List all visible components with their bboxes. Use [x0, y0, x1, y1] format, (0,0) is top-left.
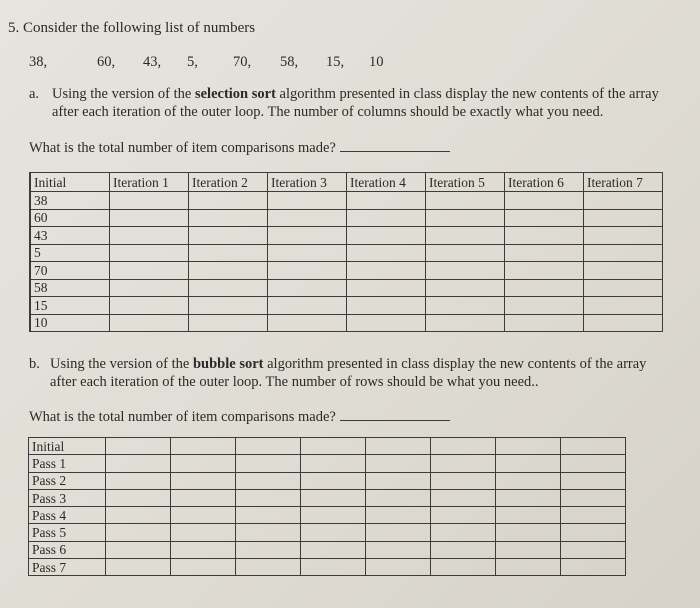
- answer-cell[interactable]: [171, 524, 236, 541]
- answer-cell[interactable]: [347, 227, 426, 245]
- answer-cell[interactable]: [431, 524, 496, 541]
- answer-cell[interactable]: [171, 489, 236, 506]
- answer-cell[interactable]: [431, 541, 496, 558]
- answer-cell[interactable]: [366, 559, 431, 576]
- answer-cell[interactable]: [505, 227, 584, 245]
- answer-cell[interactable]: [426, 297, 505, 315]
- table-row: [30, 244, 663, 262]
- row-label-cell: Pass 4: [29, 507, 106, 524]
- answer-cell[interactable]: [301, 524, 366, 541]
- answer-cell[interactable]: [366, 489, 431, 506]
- row-label-cell: Pass 5: [29, 524, 106, 541]
- initial-value-cell: 38: [30, 192, 110, 210]
- answer-cell[interactable]: [189, 227, 268, 245]
- table-row: [30, 279, 663, 297]
- table-row: [30, 209, 663, 227]
- part-b-instruction-line2: after each iteration of the outer loop. The number of rows should be what you need..: [50, 374, 539, 390]
- answer-cell[interactable]: [496, 559, 561, 576]
- answer-cell[interactable]: [189, 192, 268, 210]
- answer-cell[interactable]: [189, 209, 268, 227]
- answer-cell[interactable]: [431, 489, 496, 506]
- part-a-instruction-line1: Using the version of the selection sort algorithm presented in class display the new contents of the array: [52, 86, 659, 102]
- answer-cell[interactable]: [366, 455, 431, 472]
- number-item: 43,: [143, 54, 162, 70]
- answer-cell[interactable]: [426, 314, 505, 332]
- bubble-sort-table: [28, 437, 626, 576]
- answer-cell[interactable]: [106, 524, 171, 541]
- answer-cell[interactable]: [189, 279, 268, 297]
- answer-cell[interactable]: [301, 438, 366, 455]
- answer-cell[interactable]: [366, 438, 431, 455]
- answer-cell[interactable]: [301, 455, 366, 472]
- answer-cell[interactable]: [268, 209, 347, 227]
- answer-cell[interactable]: [561, 507, 626, 524]
- answer-cell[interactable]: [268, 227, 347, 245]
- answer-cell[interactable]: [268, 279, 347, 297]
- answer-cell[interactable]: [584, 209, 663, 227]
- answer-cell[interactable]: [106, 489, 171, 506]
- number-item: 58,: [280, 54, 299, 70]
- answer-cell[interactable]: [301, 559, 366, 576]
- answer-cell[interactable]: [110, 192, 189, 210]
- answer-cell[interactable]: [236, 541, 301, 558]
- number-item: 10: [369, 54, 384, 70]
- answer-cell[interactable]: [426, 262, 505, 280]
- answer-cell[interactable]: [106, 438, 171, 455]
- answer-cell[interactable]: [106, 507, 171, 524]
- table-row: [29, 507, 626, 524]
- answer-cell[interactable]: [110, 209, 189, 227]
- answer-cell[interactable]: [301, 472, 366, 489]
- answer-cell[interactable]: [301, 489, 366, 506]
- answer-cell[interactable]: [561, 438, 626, 455]
- answer-cell[interactable]: [584, 227, 663, 245]
- answer-cell[interactable]: [171, 541, 236, 558]
- part-a-instruction-line2: after each iteration of the outer loop. The number of columns should be exactly what you need.: [52, 104, 604, 120]
- answer-cell[interactable]: [347, 262, 426, 280]
- answer-cell[interactable]: [171, 455, 236, 472]
- row-label-cell: Pass 6: [29, 541, 106, 558]
- answer-cell[interactable]: [106, 559, 171, 576]
- answer-cell[interactable]: [110, 244, 189, 262]
- table-row: [29, 472, 626, 489]
- part-b-algorithm-name: bubble sort: [192, 356, 264, 372]
- answer-cell[interactable]: [584, 262, 663, 280]
- number-item: 38,: [29, 54, 48, 70]
- answer-cell[interactable]: [236, 489, 301, 506]
- answer-cell[interactable]: [505, 262, 584, 280]
- answer-cell[interactable]: [366, 472, 431, 489]
- answer-cell[interactable]: [236, 559, 301, 576]
- answer-cell[interactable]: [110, 227, 189, 245]
- header-cell: Iteration 1: [110, 173, 189, 192]
- answer-cell[interactable]: [496, 524, 561, 541]
- initial-value-cell: 70: [30, 262, 110, 280]
- answer-cell[interactable]: [171, 559, 236, 576]
- answer-cell[interactable]: [561, 541, 626, 558]
- part-b-comparisons-question: What is the total number of item comparisons made?: [29, 408, 450, 426]
- row-label-cell: Pass 2: [29, 472, 106, 489]
- answer-cell[interactable]: [301, 541, 366, 558]
- answer-cell[interactable]: [171, 438, 236, 455]
- answer-cell[interactable]: [236, 507, 301, 524]
- answer-cell[interactable]: [505, 297, 584, 315]
- answer-cell[interactable]: [431, 472, 496, 489]
- answer-cell[interactable]: [236, 455, 301, 472]
- answer-cell[interactable]: [496, 489, 561, 506]
- header-cell: Iteration 5: [426, 173, 505, 192]
- answer-cell[interactable]: [561, 524, 626, 541]
- answer-cell[interactable]: [236, 472, 301, 489]
- answer-cell[interactable]: [505, 192, 584, 210]
- answer-cell[interactable]: [347, 192, 426, 210]
- number-item: 5,: [187, 54, 198, 70]
- table-row: [30, 314, 663, 332]
- answer-cell[interactable]: [366, 524, 431, 541]
- answer-cell[interactable]: [584, 314, 663, 332]
- table-row: [29, 559, 626, 576]
- answer-cell[interactable]: [561, 455, 626, 472]
- part-b-instruction-line1: Using the version of the bubble sort algorithm presented in class display the new contents of the array: [50, 356, 647, 372]
- header-cell: Iteration 6: [505, 173, 584, 192]
- answer-cell[interactable]: [496, 472, 561, 489]
- part-b-answer-blank[interactable]: [340, 408, 450, 421]
- row-label-cell: Pass 7: [29, 559, 106, 576]
- answer-cell[interactable]: [505, 279, 584, 297]
- table-row: [29, 541, 626, 558]
- row-label-cell: Initial: [29, 438, 106, 455]
- table-row: [29, 455, 626, 472]
- answer-cell[interactable]: [426, 192, 505, 210]
- answer-cell[interactable]: [347, 209, 426, 227]
- part-a-comparisons-question: What is the total number of item comparisons made?: [29, 139, 450, 157]
- answer-cell[interactable]: [110, 297, 189, 315]
- answer-cell[interactable]: [584, 297, 663, 315]
- answer-cell[interactable]: [106, 541, 171, 558]
- answer-cell[interactable]: [236, 438, 301, 455]
- table-row: [29, 489, 626, 506]
- answer-cell[interactable]: [431, 507, 496, 524]
- answer-cell[interactable]: [561, 559, 626, 576]
- answer-cell[interactable]: [496, 455, 561, 472]
- answer-cell[interactable]: [496, 507, 561, 524]
- answer-cell[interactable]: [496, 438, 561, 455]
- part-a-algorithm-name: selection sort: [194, 86, 276, 102]
- answer-cell[interactable]: [347, 244, 426, 262]
- answer-cell[interactable]: [268, 262, 347, 280]
- table-row: [29, 438, 626, 455]
- number-item: 15,: [326, 54, 345, 70]
- part-a-label: a.: [29, 86, 40, 102]
- answer-cell[interactable]: [110, 279, 189, 297]
- answer-cell[interactable]: [106, 472, 171, 489]
- answer-cell[interactable]: [431, 455, 496, 472]
- answer-cell[interactable]: [106, 455, 171, 472]
- initial-value-cell: 5: [30, 244, 110, 262]
- answer-cell[interactable]: [426, 244, 505, 262]
- table-row: [29, 524, 626, 541]
- answer-cell[interactable]: [189, 244, 268, 262]
- answer-cell[interactable]: [189, 314, 268, 332]
- answer-cell[interactable]: [189, 262, 268, 280]
- answer-cell[interactable]: [584, 244, 663, 262]
- table-row: [30, 192, 663, 210]
- answer-cell[interactable]: [505, 244, 584, 262]
- header-cell: Iteration 3: [268, 173, 347, 192]
- answer-cell[interactable]: [268, 192, 347, 210]
- answer-cell[interactable]: [268, 244, 347, 262]
- header-cell: Iteration 7: [584, 173, 663, 192]
- answer-cell[interactable]: [584, 192, 663, 210]
- answer-cell[interactable]: [171, 472, 236, 489]
- initial-value-cell: 15: [30, 297, 110, 315]
- table-row: [30, 262, 663, 280]
- answer-cell[interactable]: [268, 314, 347, 332]
- answer-cell[interactable]: [366, 507, 431, 524]
- header-cell: Iteration 4: [347, 173, 426, 192]
- initial-value-cell: 58: [30, 279, 110, 297]
- initial-value-cell: 10: [30, 314, 110, 332]
- selection-sort-table: [29, 172, 663, 332]
- table-row: [30, 297, 663, 315]
- row-label-cell: Pass 3: [29, 489, 106, 506]
- answer-cell[interactable]: [426, 209, 505, 227]
- answer-cell[interactable]: [366, 541, 431, 558]
- answer-cell[interactable]: [268, 297, 347, 315]
- initial-value-cell: 60: [30, 209, 110, 227]
- part-a-answer-blank[interactable]: [340, 139, 450, 152]
- answer-cell[interactable]: [110, 314, 189, 332]
- table-row: [30, 227, 663, 245]
- number-item: 60,: [97, 54, 116, 70]
- initial-value-cell: 43: [30, 227, 110, 245]
- question-title: 5. Consider the following list of numbers: [8, 20, 256, 36]
- answer-cell[interactable]: [561, 489, 626, 506]
- header-cell: Initial: [30, 173, 110, 192]
- answer-cell[interactable]: [426, 279, 505, 297]
- answer-cell[interactable]: [171, 507, 236, 524]
- answer-cell[interactable]: [110, 262, 189, 280]
- answer-cell[interactable]: [301, 507, 366, 524]
- answer-cell[interactable]: [426, 227, 505, 245]
- answer-cell[interactable]: [505, 209, 584, 227]
- answer-cell[interactable]: [347, 279, 426, 297]
- table-header-row: [30, 173, 663, 192]
- answer-cell[interactable]: [347, 314, 426, 332]
- answer-cell[interactable]: [236, 524, 301, 541]
- answer-cell[interactable]: [431, 559, 496, 576]
- answer-cell[interactable]: [584, 279, 663, 297]
- header-cell: Iteration 2: [189, 173, 268, 192]
- answer-cell[interactable]: [431, 438, 496, 455]
- answer-cell[interactable]: [347, 297, 426, 315]
- row-label-cell: Pass 1: [29, 455, 106, 472]
- number-item: 70,: [233, 54, 252, 70]
- answer-cell[interactable]: [561, 472, 626, 489]
- answer-cell[interactable]: [496, 541, 561, 558]
- part-b-label: b.: [29, 356, 40, 372]
- answer-cell[interactable]: [189, 297, 268, 315]
- answer-cell[interactable]: [505, 314, 584, 332]
